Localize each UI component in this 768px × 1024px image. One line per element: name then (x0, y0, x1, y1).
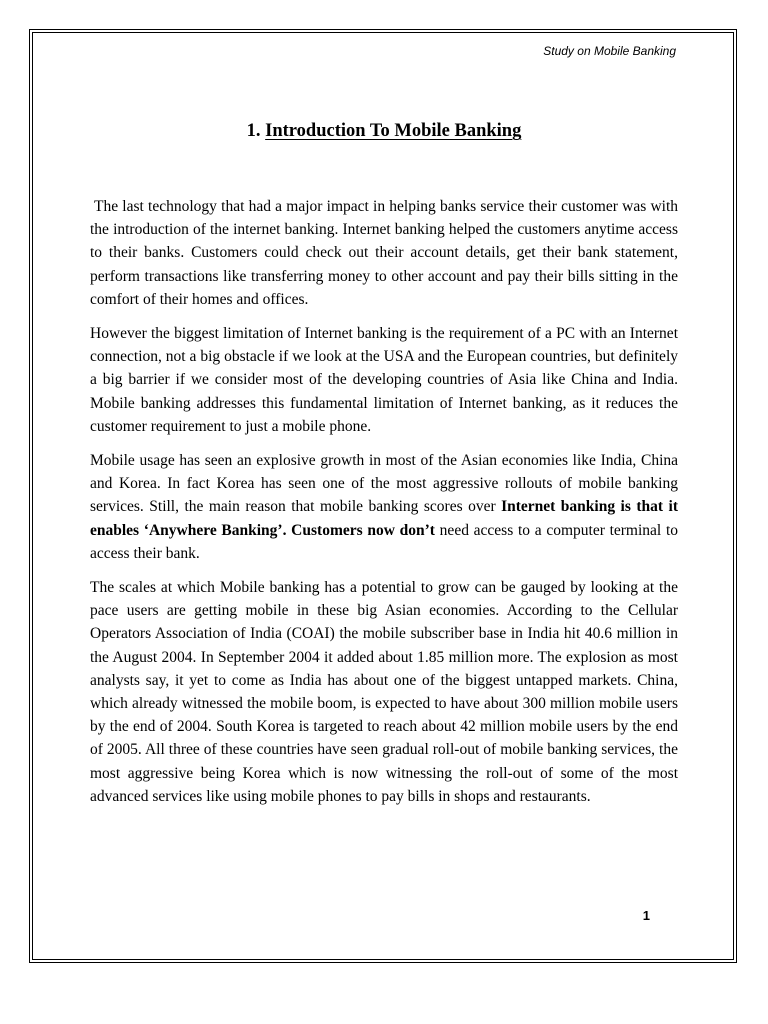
section-number: 1. (246, 121, 261, 141)
paragraph-3 (90, 449, 678, 565)
section-title (0, 121, 768, 142)
body-text (90, 195, 678, 819)
running-header: Study on Mobile Banking (543, 44, 676, 58)
paragraph-4: The scales at which Mobile banking has a potential to grow can be gauged by looking at the pace users are getting mobile in these big Asian economies. According to the Cellular Operators Association of India (COAI) the mobile subscriber base in India hit 40.6 million in the August 2004. In September 2004 it added about 1.85 million more. The explosion as most analysts say, it yet to come as India has about one of the biggest untapped markets. China, which already witnessed the mobile boom, is expected to have about 300 million mobile users by the end of 2004. South Korea is targeted to reach about 42 million mobile users by the end of 2005. All three of these countries have seen gradual roll-out of mobile banking services, the most aggressive being Korea which is now witnessing the roll-out of some of the most advanced services like using mobile phones to pay bills in shops and restaurants. (90, 579, 678, 805)
paragraph-3-start: Mobile usage has seen an explosive growth in most of the Asian economies like India, China and Korea. In fact Korea has seen one of the most aggressive rollouts of mobile banking services. Still, the main reason that mobile banking scores over (90, 452, 678, 516)
paragraph-1: The last technology that had a major impact in helping banks service their customer was with the introduction of the internet banking. Internet banking helped the customers anytime access to their banks. Customers could check out their account details, get their bank statement, perform transactions like transferring money to other account and pay their bills sitting in the comfort of their homes and offices. (90, 198, 678, 308)
paragraph-3-end: need access to a computer terminal to access their bank. (90, 521, 679, 562)
paragraph-2: However the biggest limitation of Internet banking is the requirement of a PC with an Internet connection, not a big obstacle if we look at the USA and the European countries, but definitely a big barrier if we consider most of the developing countries of Asia like China and India. Mobile banking addresses this fundamental limitation of Internet banking, as it reduces the customer requirement to just a mobile phone. (90, 325, 678, 435)
page-number: 1 (642, 908, 650, 923)
paragraph-3-bold: Internet banking is that it enables ‘Anywhere Banking’. Customers now don’t (90, 498, 678, 539)
section-title-text: Introduction To Mobile Banking (265, 121, 522, 141)
